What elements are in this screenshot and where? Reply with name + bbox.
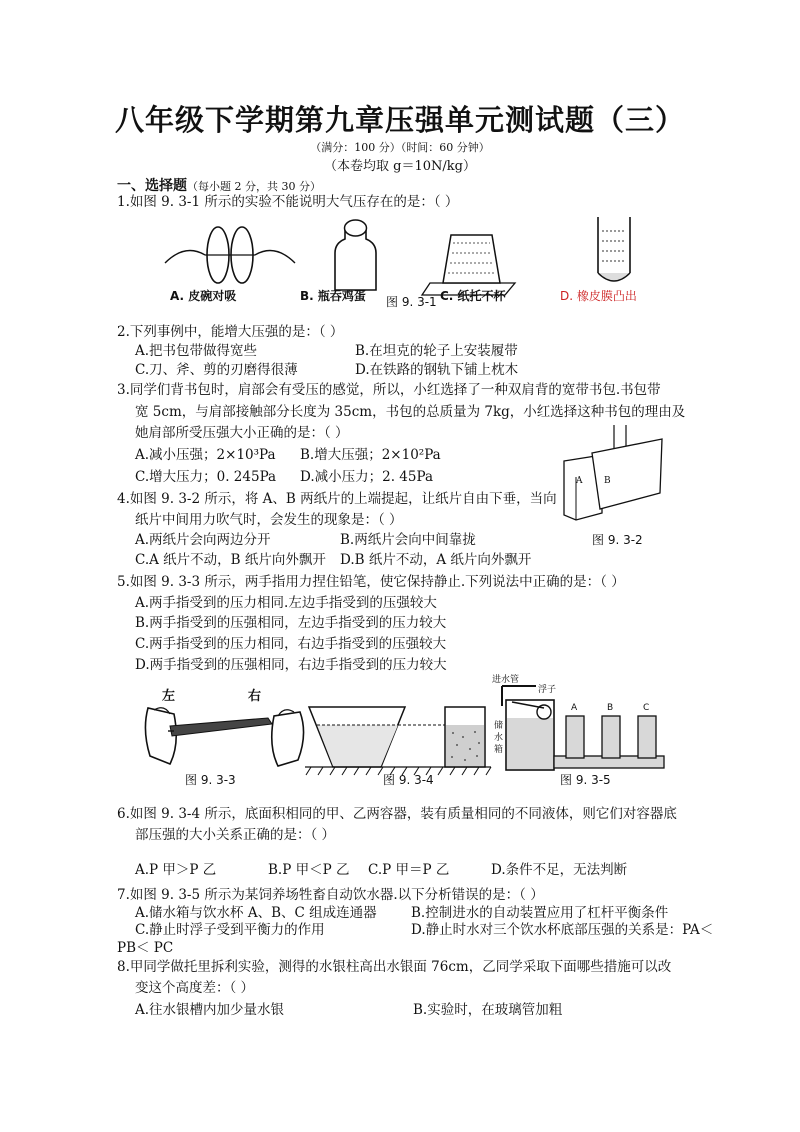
q5-stem: 5.如图 9. 3-3 所示，两手指用力捏住铅笔，使它保持静止.下列说法中正确的是：（ ） (117, 574, 625, 590)
q7-stem: 7.如图 9. 3-5 所示为某饲养场牲畜自动饮水器.以下分析错误的是：（ ） (117, 887, 544, 903)
paper-b-label: B (604, 476, 611, 486)
gravity-note: （本卷均取 g＝10N/kg） (324, 159, 476, 174)
q3-line-1: 3.同学们背书包时，肩部会有受压的感觉，所以，小红选择了一种双肩背的宽带书包.书包带 (117, 382, 661, 398)
q4-option-b: B.两纸片会向中间靠拢 (340, 532, 476, 548)
section-title: 一、选择题 (117, 178, 187, 194)
q4-option-a: A.两纸片会向两边分开 (135, 532, 271, 548)
q3-option-c: C.增大压力；0. 245Pa (135, 469, 277, 485)
float-label: 浮子 (538, 685, 557, 695)
q4-figure-caption: 图 9. 3-2 (592, 533, 643, 547)
tank-label-1: 储 (494, 721, 504, 731)
tank-label-2: 水 (494, 733, 504, 743)
q6-line-1: 6.如图 9. 3-4 所示，底面积相同的甲、乙两容器，装有质量相同的不同液体，则它们对容器底 (117, 806, 677, 822)
q1-label-a: A. 皮碗对吸 (170, 289, 237, 303)
q7-option-b: B.控制进水的自动装置应用了杠杆平衡条件 (411, 905, 669, 921)
q1-label-c: C. 纸托不杯 (440, 289, 506, 303)
figure-9-3-3 (140, 690, 310, 770)
score-time-note: （满分：100 分）（时间：60 分钟） (310, 141, 490, 154)
q4-option-d: D.B 纸片不动，A 纸片向外飘开 (340, 552, 532, 568)
q7-option-c: C.静止时浮子受到平衡力的作用 (135, 922, 325, 938)
suction-cups-illustration (165, 227, 295, 283)
inlet-pipe-label: 进水管 (492, 675, 520, 685)
q5-option-d: D.两手指受到的压强相同，右边手指受到的压力较大 (135, 657, 447, 673)
q1-stem: 1.如图 9. 3-1 所示的实验不能说明大气压存在的是：（ ） (117, 194, 459, 210)
q2-option-a: A.把书包带做得宽些 (135, 343, 258, 359)
figure-9-3-4-caption: 图 9. 3-4 (383, 773, 434, 787)
rubber-membrane-illustration (598, 217, 630, 281)
q6-option-c: C.P 甲＝P 乙 (368, 862, 450, 878)
q7-option-a: A.储水箱与饮水杯 A、B、C 组成连通器 (135, 905, 377, 921)
q2-option-b: B.在坦克的轮子上安装履带 (355, 343, 518, 359)
paper-a-label: A (576, 476, 583, 486)
figure-9-3-3-caption: 图 9. 3-3 (185, 773, 236, 787)
q6-option-d: D.条件不足，无法判断 (491, 862, 628, 878)
cup-a-label: A (571, 703, 578, 713)
q7-option-d-continued: PB＜ PC (117, 940, 174, 956)
q3-option-a: A.减小压强；2×10³Pa (135, 447, 276, 463)
section-heading (117, 175, 321, 195)
q5-option-c: C.两手指受到的压力相同，右边手指受到的压强较大 (135, 636, 447, 652)
figure-9-3-4 (305, 705, 495, 777)
q5-option-b: B.两手指受到的压强相同，左边手指受到的压力较大 (135, 615, 447, 631)
q3-line-3: 她肩部所受压强大小正确的是：（ ） (135, 425, 349, 441)
q7-option-d: D.静止时水对三个饮水杯底部压强的关系是：PA＜ (411, 922, 714, 938)
right-finger-label: 右 (248, 689, 262, 704)
figure-9-3-2 (562, 425, 672, 525)
q8-option-b: B.实验时，在玻璃管加粗 (413, 1002, 563, 1018)
q3-line-2: 宽 5cm，与肩部接触部分长度为 35cm，书包的总质量为 7kg，小红选择这种书包的理由及 (135, 404, 686, 420)
q4-option-c: C.A 纸片不动，B 纸片向外飘开 (135, 552, 326, 568)
paper-cup-illustration (422, 235, 515, 295)
q2-option-d: D.在铁路的钢轨下铺上枕木 (355, 362, 519, 378)
q4-line-2: 纸片中间用力吹气时，会发生的现象是：（ ） (135, 512, 403, 528)
q8-line-1: 8.甲同学做托里拆利实验，测得的水银柱高出水银面 76cm，乙同学采取下面哪些措施可以改 (117, 959, 672, 975)
section-note: （每小题 2 分，共 30 分） (187, 180, 321, 193)
q2-stem: 2.下列事例中，能增大压强的是：（ ） (117, 324, 344, 340)
figure-9-3-5-caption: 图 9. 3-5 (560, 773, 611, 787)
q8-line-2: 变这个高度差：（ ） (135, 980, 255, 996)
q4-line-1: 4.如图 9. 3-2 所示，将 A、B 两纸片的上端提起，让纸片自由下垂，当向 (117, 491, 557, 507)
tank-label-3: 箱 (494, 745, 504, 755)
q3-option-d: D.减小压力；2. 45Pa (300, 469, 434, 485)
figure-9-3-5 (492, 672, 672, 772)
q6-line-2: 部压强的大小关系正确的是：（ ） (135, 827, 336, 843)
q1-label-b: B. 瓶吞鸡蛋 (300, 289, 366, 303)
page-title: 八年级下学期第九章压强单元测试题（三） (114, 103, 685, 137)
q8-option-a: A.往水银槽内加少量水银 (135, 1002, 285, 1018)
q6-option-a: A.P 甲＞P 乙 (135, 862, 217, 878)
q3-option-b: B.增大压强；2×10²Pa (300, 447, 441, 463)
bottle-egg-illustration (335, 220, 376, 290)
cup-b-label: B (607, 703, 614, 713)
q1-figure-caption: 图 9. 3-1 (386, 295, 437, 309)
left-finger-label: 左 (162, 689, 176, 704)
q6-option-b: B.P 甲＜P 乙 (268, 862, 350, 878)
q1-label-d: D. 橡皮膜凸出 (560, 289, 637, 303)
q5-option-a: A.两手指受到的压力相同.左边手指受到的压强较大 (135, 595, 437, 611)
cup-c-label: C (643, 703, 650, 713)
q2-option-c: C.刀、斧、剪的刃磨得很薄 (135, 362, 298, 378)
